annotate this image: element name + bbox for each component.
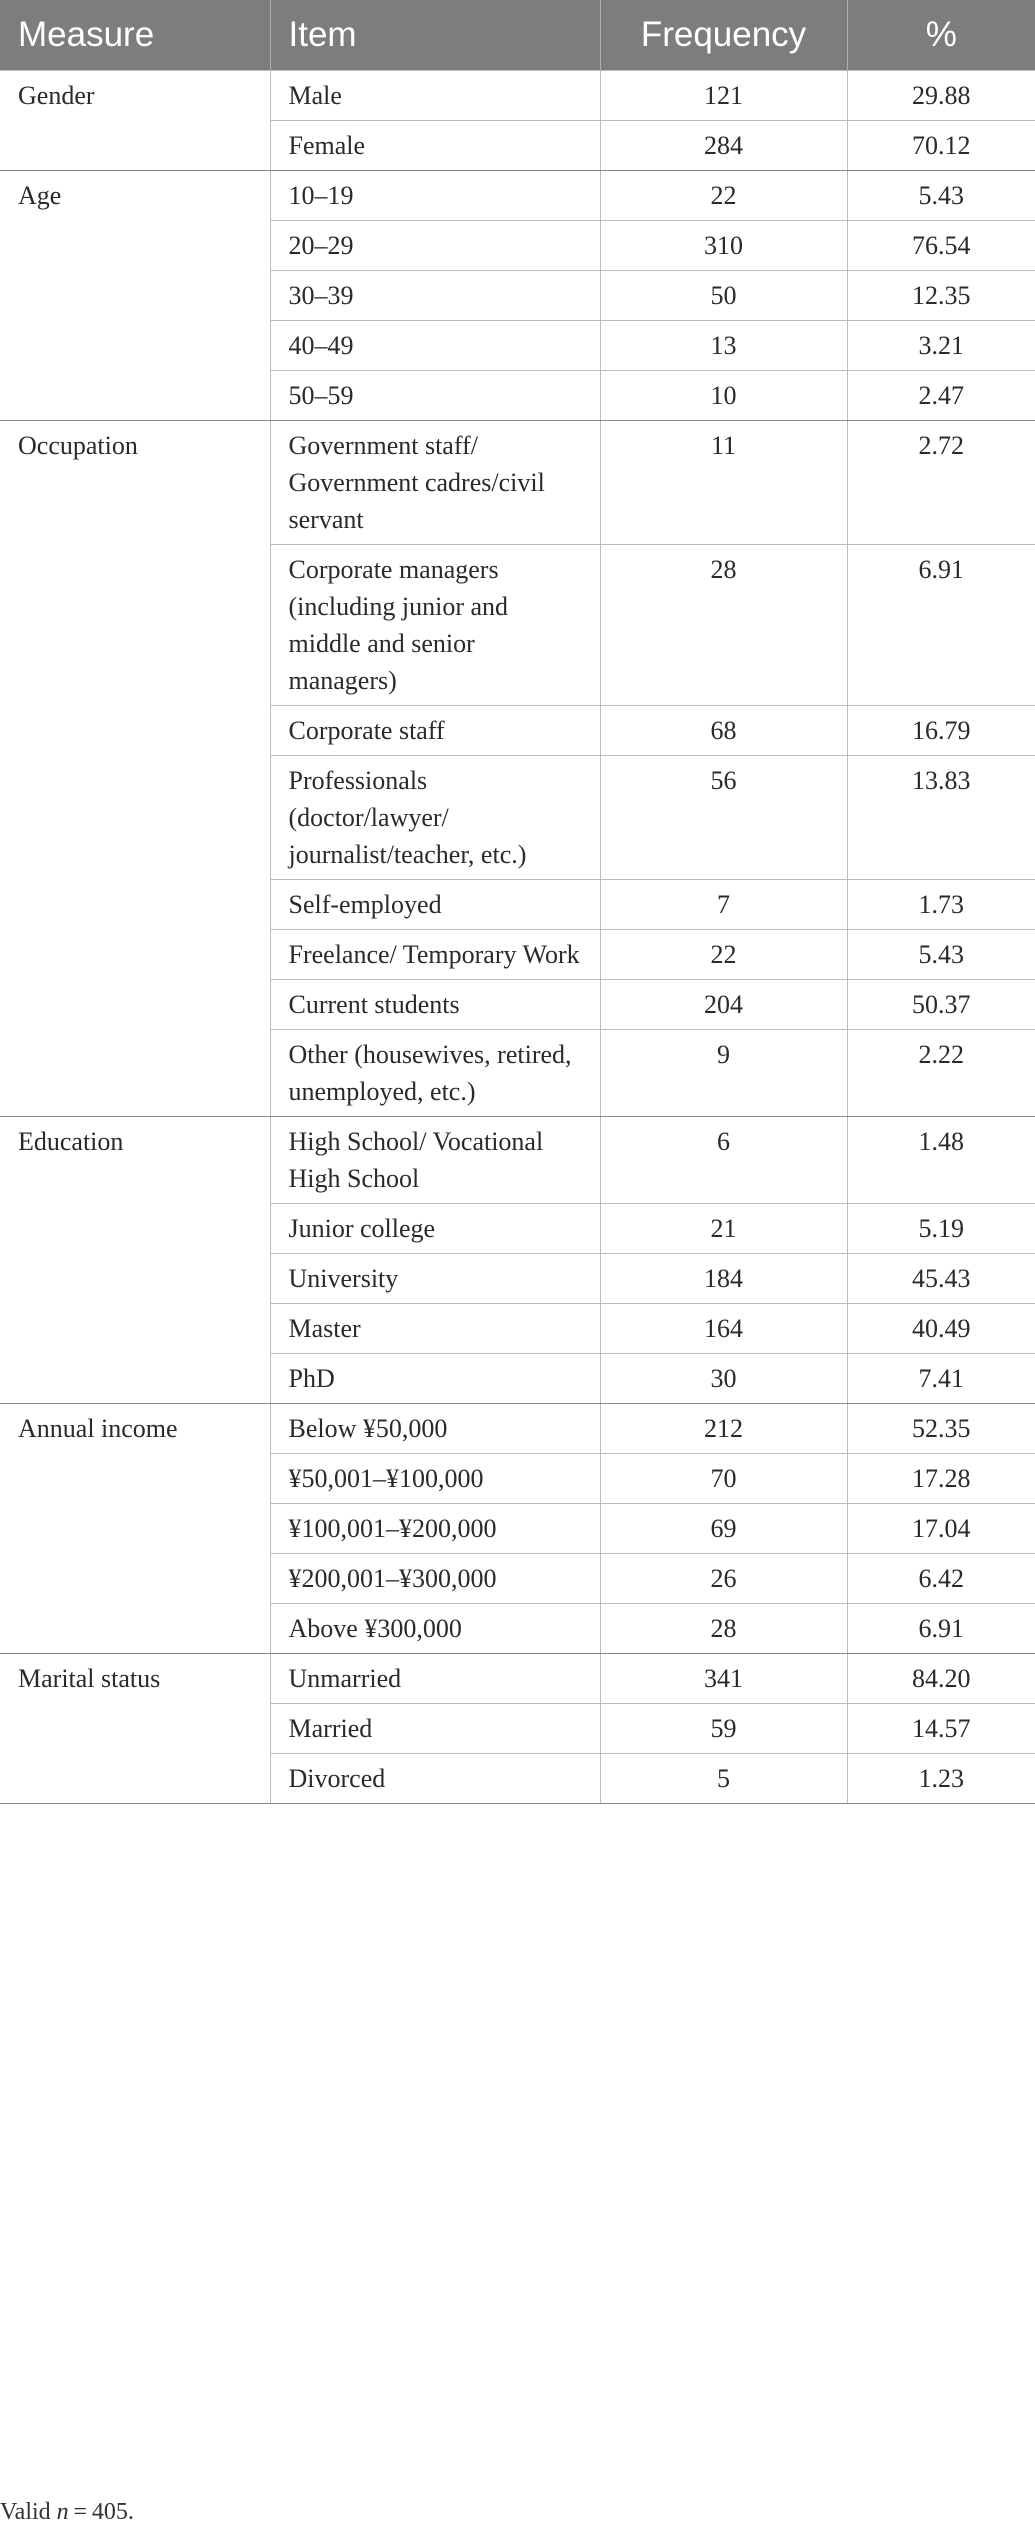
- table-footnote: [0, 2499, 134, 2526]
- percent-cell: 16.79: [847, 706, 1035, 756]
- item-cell: Other (housewives, retired, unemployed, etc.): [270, 1030, 600, 1117]
- measure-cell: Occupation: [0, 421, 270, 1117]
- percent-cell: 14.57: [847, 1704, 1035, 1754]
- percent-cell: 2.72: [847, 421, 1035, 545]
- item-cell: 50–59: [270, 371, 600, 421]
- frequency-cell: 212: [600, 1404, 847, 1454]
- frequency-cell: 28: [600, 1604, 847, 1654]
- percent-cell: 76.54: [847, 221, 1035, 271]
- item-cell: Self-employed: [270, 880, 600, 930]
- footnote-suffix: = 405.: [68, 2499, 134, 2525]
- item-cell: Corporate managers (including junior and middle and senior managers): [270, 545, 600, 706]
- frequency-cell: 121: [600, 71, 847, 121]
- item-cell: Female: [270, 121, 600, 171]
- frequency-cell: 9: [600, 1030, 847, 1117]
- footnote-prefix: Valid: [0, 2499, 57, 2525]
- frequency-cell: 69: [600, 1504, 847, 1554]
- frequency-cell: 70: [600, 1454, 847, 1504]
- table-row: [0, 171, 1035, 221]
- percent-cell: 1.23: [847, 1754, 1035, 1804]
- table-row: [0, 1404, 1035, 1454]
- frequency-cell: 21: [600, 1204, 847, 1254]
- percent-cell: 1.48: [847, 1117, 1035, 1204]
- frequency-cell: 164: [600, 1304, 847, 1354]
- percent-cell: 6.42: [847, 1554, 1035, 1604]
- header-row: [0, 0, 1035, 71]
- percent-cell: 84.20: [847, 1654, 1035, 1704]
- table-row: [0, 1117, 1035, 1204]
- frequency-cell: 341: [600, 1654, 847, 1704]
- percent-cell: 17.28: [847, 1454, 1035, 1504]
- item-cell: PhD: [270, 1354, 600, 1404]
- item-cell: Government staff/ Government cadres/civil servant: [270, 421, 600, 545]
- percent-cell: 40.49: [847, 1304, 1035, 1354]
- frequency-cell: 50: [600, 271, 847, 321]
- item-cell: High School/ Vocational High School: [270, 1117, 600, 1204]
- percent-cell: 52.35: [847, 1404, 1035, 1454]
- item-cell: Junior college: [270, 1204, 600, 1254]
- percent-cell: 45.43: [847, 1254, 1035, 1304]
- header-frequency: Frequency: [600, 0, 847, 71]
- measure-cell: Gender: [0, 71, 270, 171]
- frequency-cell: 26: [600, 1554, 847, 1604]
- header-item: Item: [270, 0, 600, 71]
- item-cell: ¥50,001–¥100,000: [270, 1454, 600, 1504]
- measure-cell: Education: [0, 1117, 270, 1404]
- percent-cell: 50.37: [847, 980, 1035, 1030]
- item-cell: ¥200,001–¥300,000: [270, 1554, 600, 1604]
- footnote-variable: n: [56, 2499, 69, 2525]
- percent-cell: 7.41: [847, 1354, 1035, 1404]
- item-cell: Divorced: [270, 1754, 600, 1804]
- item-cell: Corporate staff: [270, 706, 600, 756]
- item-cell: 40–49: [270, 321, 600, 371]
- item-cell: Master: [270, 1304, 600, 1354]
- frequency-cell: 30: [600, 1354, 847, 1404]
- item-cell: Above ¥300,000: [270, 1604, 600, 1654]
- table-header: [0, 0, 1035, 71]
- frequency-cell: 5: [600, 1754, 847, 1804]
- percent-cell: 3.21: [847, 321, 1035, 371]
- frequency-cell: 7: [600, 880, 847, 930]
- percent-cell: 5.19: [847, 1204, 1035, 1254]
- table-body: [0, 71, 1035, 1804]
- percent-cell: 70.12: [847, 121, 1035, 171]
- header-percent: %: [847, 0, 1035, 71]
- frequency-cell: 204: [600, 980, 847, 1030]
- table-row: [0, 71, 1035, 121]
- item-cell: Freelance/ Temporary Work: [270, 930, 600, 980]
- frequency-cell: 22: [600, 930, 847, 980]
- percent-cell: 1.73: [847, 880, 1035, 930]
- frequency-cell: 13: [600, 321, 847, 371]
- percent-cell: 2.22: [847, 1030, 1035, 1117]
- measure-cell: Marital status: [0, 1654, 270, 1804]
- item-cell: Unmarried: [270, 1654, 600, 1704]
- frequency-cell: 310: [600, 221, 847, 271]
- frequency-cell: 184: [600, 1254, 847, 1304]
- table-row: [0, 1654, 1035, 1704]
- header-measure: Measure: [0, 0, 270, 71]
- item-cell: 10–19: [270, 171, 600, 221]
- item-cell: Below ¥50,000: [270, 1404, 600, 1454]
- percent-cell: 17.04: [847, 1504, 1035, 1554]
- item-cell: 30–39: [270, 271, 600, 321]
- frequency-cell: 68: [600, 706, 847, 756]
- measure-cell: Annual income: [0, 1404, 270, 1654]
- frequency-cell: 59: [600, 1704, 847, 1754]
- item-cell: Male: [270, 71, 600, 121]
- percent-cell: 29.88: [847, 71, 1035, 121]
- frequency-cell: 11: [600, 421, 847, 545]
- item-cell: University: [270, 1254, 600, 1304]
- measure-cell: Age: [0, 171, 270, 421]
- percent-cell: 12.35: [847, 271, 1035, 321]
- frequency-cell: 56: [600, 756, 847, 880]
- frequency-cell: 28: [600, 545, 847, 706]
- frequency-cell: 10: [600, 371, 847, 421]
- percent-cell: 5.43: [847, 171, 1035, 221]
- frequency-cell: 6: [600, 1117, 847, 1204]
- item-cell: 20–29: [270, 221, 600, 271]
- item-cell: Married: [270, 1704, 600, 1754]
- percent-cell: 2.47: [847, 371, 1035, 421]
- frequency-cell: 22: [600, 171, 847, 221]
- item-cell: ¥100,001–¥200,000: [270, 1504, 600, 1554]
- percent-cell: 6.91: [847, 545, 1035, 706]
- frequency-cell: 284: [600, 121, 847, 171]
- table-row: [0, 421, 1035, 545]
- percent-cell: 13.83: [847, 756, 1035, 880]
- item-cell: Professionals (doctor/lawyer/ journalist/teacher, etc.): [270, 756, 600, 880]
- percent-cell: 6.91: [847, 1604, 1035, 1654]
- item-cell: Current students: [270, 980, 600, 1030]
- percent-cell: 5.43: [847, 930, 1035, 980]
